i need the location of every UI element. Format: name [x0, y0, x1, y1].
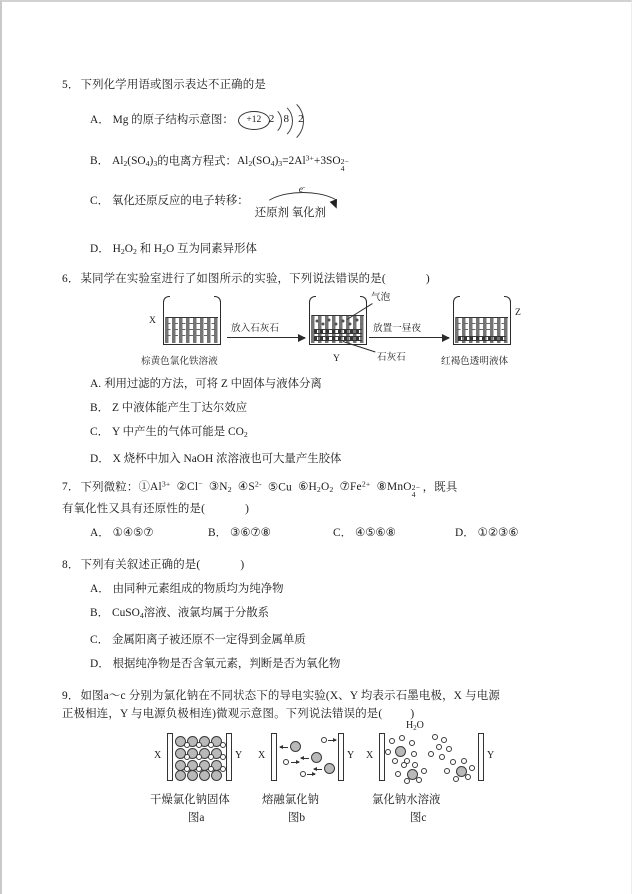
water-label: $H_2O$ — [406, 719, 424, 732]
conductivity-figures — [150, 719, 495, 827]
water-molecule — [453, 776, 459, 782]
question-5-stem-text: 下列化学用语或图示表达不正确的是 — [80, 79, 266, 91]
question-6-option-c — [90, 423, 582, 444]
page-content — [62, 76, 582, 827]
ion-motion-arrow — [280, 747, 288, 748]
particle-8: ⑧MnO 2− 4 — [376, 481, 421, 499]
water-molecule — [444, 768, 450, 774]
lattice-ion-small — [184, 754, 190, 760]
water-molecule — [432, 734, 438, 740]
q7-option-d-label: D． — [455, 526, 475, 539]
ion-motion-arrow — [307, 774, 315, 775]
beaker-y-liquid — [311, 315, 365, 343]
question-7-option-a — [90, 524, 208, 542]
question-7-option-b — [208, 524, 333, 542]
question-6-option-d — [90, 450, 582, 468]
water-molecule — [385, 749, 391, 755]
beaker-x-liquid — [165, 317, 219, 343]
figure-b-cell — [258, 733, 358, 787]
figure-c-tag: 图c — [410, 811, 427, 824]
beaker-experiment-figure — [141, 291, 557, 371]
water-molecule — [404, 778, 410, 784]
figure-c-electrode-y — [478, 733, 484, 781]
question-9-stem-line1 — [62, 687, 582, 705]
question-8-stem-tail: ) — [240, 558, 245, 571]
q8-option-b-label: B． — [90, 606, 109, 619]
beaker-y — [309, 301, 367, 345]
lattice-ion-small — [184, 742, 190, 748]
electron-label: e- — [298, 183, 306, 195]
question-8-option-a — [90, 580, 582, 598]
lattice-ion-large — [211, 770, 222, 781]
water-molecule — [450, 759, 456, 765]
figure-b-tag: 图b — [288, 811, 306, 824]
beaker-y-liquid-surface — [312, 315, 364, 316]
question-5-option-b — [90, 150, 582, 174]
q7-option-c-text: ④⑤⑥⑧ — [355, 526, 396, 539]
question-7-option-d — [455, 524, 518, 542]
lattice-ion-small — [208, 754, 214, 760]
particle-1: $①Al^{3+}$ — [138, 479, 171, 494]
oxidizing-agent-label: 氧化剂 — [291, 206, 326, 219]
question-5-option-a — [90, 100, 582, 140]
question-9-stem-line2-tail: ) — [410, 707, 415, 720]
beaker-z-caption: 红褐色透明液体 — [441, 355, 509, 367]
q8-option-b-text: CuSO$_4$溶液、液氯均属于分散系 — [112, 606, 270, 620]
question-6-number: 6． — [62, 272, 80, 285]
figure-a-electrode-y-label: Y — [235, 749, 243, 761]
question-5-number: 5． — [62, 79, 80, 91]
beaker-z-liquid-surface — [456, 317, 508, 318]
hydrated-ion-core — [395, 746, 406, 757]
lattice-ion-large — [199, 770, 210, 781]
option-b-formula-left: $Al_2(SO_4)_3$ — [112, 155, 158, 169]
question-7-options-row — [90, 524, 582, 542]
q7-option-b-label: B． — [208, 526, 227, 539]
question-6-stem-tail: ) — [425, 272, 430, 285]
mg-atom-structure-figure — [238, 100, 342, 140]
option-c-text: 氧化还原反应的电子转移： — [112, 194, 249, 207]
particle-6: $⑥H_2O_2$ — [298, 481, 334, 495]
question-8-option-c — [90, 631, 582, 649]
question-8-stem — [62, 556, 582, 574]
q7-option-c-label: C． — [333, 526, 352, 539]
question-8-stem-text: 下列有关叙述正确的是( — [80, 558, 201, 571]
water-molecule — [409, 740, 415, 746]
ion-motion-arrow — [291, 762, 299, 763]
water-molecule — [436, 744, 442, 750]
question-5-stem — [62, 76, 582, 94]
ion-motion-arrow — [314, 769, 322, 770]
transfer-endpoints — [255, 204, 326, 222]
question-8-number: 8． — [62, 558, 80, 571]
figure-b-electrode-y — [338, 733, 344, 781]
beaker-y-bubbles — [314, 318, 362, 327]
question-7-number: 7． — [62, 481, 80, 494]
particle-4: $④S^{2-}$ — [237, 479, 262, 494]
free-ion-large — [290, 741, 301, 752]
q7-option-a-text: ①④⑤⑦ — [112, 526, 154, 539]
beaker-z-solid — [458, 336, 506, 341]
figure-a-tag: 图a — [188, 811, 205, 824]
q7-option-d-text: ①②③⑥ — [477, 526, 519, 539]
option-b-label: B． — [90, 155, 109, 168]
figure-b-electrode-x — [271, 733, 277, 781]
water-molecule — [441, 737, 447, 743]
option-a-text: Mg 的原子结构示意图： — [112, 114, 234, 126]
ion-motion-arrow — [328, 740, 336, 741]
particle-5: ⑤Cu — [267, 481, 292, 494]
limestone-callout-label: 石灰石 — [377, 351, 406, 363]
figure-a-cell — [154, 733, 250, 787]
particle-7: $⑦Fe^{2+}$ — [339, 479, 371, 494]
question-5-option-d — [90, 240, 582, 261]
arrow-2-label: 放置一昼夜 — [373, 322, 421, 334]
beaker-y-limestone-grains — [314, 329, 362, 334]
option-d-label: D． — [90, 242, 110, 255]
figure-a-electrode-x-label: X — [154, 749, 162, 761]
figure-c-electrode-y-label: Y — [487, 749, 495, 761]
particle-2: ②Cl− — [176, 479, 203, 494]
question-7-stem-suffix: ，既具 — [422, 481, 458, 494]
question-7-option-c — [333, 524, 455, 542]
q8-option-c-text: 金属阳离子被还原不一定得到金属单质 — [112, 633, 306, 646]
water-molecule — [399, 735, 405, 741]
water-molecule — [428, 751, 434, 757]
q6-option-c-label: C． — [90, 425, 109, 438]
figure-c-electrode-x — [379, 733, 385, 781]
water-molecule — [461, 758, 467, 764]
arrow-2 — [369, 337, 449, 338]
beaker-x — [163, 301, 221, 345]
question-8-option-d — [90, 655, 582, 673]
q7-option-a-label: A． — [90, 526, 110, 539]
q6-option-d-text: X 烧杯中加入 NaOH 浓溶液也可大量产生胶体 — [112, 452, 342, 465]
beaker-z — [453, 301, 511, 345]
lattice-ion-small — [220, 754, 226, 760]
bubble-callout-label: 气泡 — [371, 291, 391, 303]
figure-b-electrode-y-label: Y — [347, 749, 355, 761]
water-molecule — [411, 751, 417, 757]
q6-option-a-text: 利用过滤的方法，可将 Z 中固体与液体分离 — [104, 377, 322, 390]
water-molecule — [392, 758, 398, 764]
mg-shell-electron-counts: 2 8 2 — [268, 113, 307, 125]
lattice-ion-small — [196, 754, 202, 760]
figure-b-caption: 熔融氯化钠 — [262, 793, 319, 806]
question-6-option-a — [90, 375, 582, 393]
figure-c-caption: 氯化钠水溶液 — [372, 793, 441, 806]
option-b-text: 的电离方程式： — [157, 155, 237, 168]
q6-option-b-label: B． — [90, 401, 109, 414]
water-molecule — [465, 774, 471, 780]
question-7-stem-line2-tail: ) — [245, 502, 250, 515]
option-b-equation: $Al_2(SO_4)_3=2Al^{3+}+3SO$ 2− 4 — [236, 154, 349, 173]
question-6-stem — [62, 270, 582, 288]
water-molecule — [421, 768, 427, 774]
figure-a-electrode-y — [226, 733, 232, 781]
q6-option-d-label: D． — [90, 452, 110, 465]
water-molecule — [389, 738, 395, 744]
lattice-ion-large — [175, 770, 186, 781]
q8-option-a-label: A． — [90, 582, 110, 595]
beaker-x-label: X — [149, 314, 156, 326]
electron-transfer-figure — [255, 184, 359, 218]
figure-b-electrode-x-label: X — [258, 749, 266, 761]
free-ion-small — [300, 771, 306, 777]
arrow-1 — [227, 337, 305, 338]
free-ion-large — [311, 752, 322, 763]
lattice-ion-small — [196, 742, 202, 748]
figure-c-electrode-x-label: X — [366, 749, 374, 761]
lattice-ion-small — [220, 742, 226, 748]
question-7-stem-line2-text: 有氧化性又具有还原性的是( — [62, 502, 206, 515]
question-6-stem-text: 某同学在实验室进行了如图所示的实验，下列说法错误的是( — [80, 272, 386, 285]
beaker-x-caption: 棕黄色氯化铁溶液 — [141, 355, 218, 367]
question-9-stem-line2 — [62, 705, 582, 723]
question-8-option-b — [90, 604, 582, 625]
question-6-option-b — [90, 399, 582, 417]
q8-option-d-text: 根据纯净物是否含氧元素，判断是否为氧化物 — [112, 657, 341, 670]
water-molecule — [439, 754, 445, 760]
water-molecule — [395, 771, 401, 777]
lattice-ion-small — [220, 766, 226, 772]
lattice-ion-large — [187, 770, 198, 781]
option-d-text: 互为同素异形体 — [177, 242, 257, 255]
question-9-stem-line2-text: 正极相连，Y 与电源负极相连)微观示意图。下列说法错误的是( — [62, 707, 383, 720]
water-molecule — [412, 762, 418, 768]
free-ion-small — [321, 737, 327, 743]
question-9-number: 9． — [62, 689, 80, 702]
lattice-ion-small — [208, 742, 214, 748]
figure-c-cell — [366, 719, 495, 787]
q6-option-a-label: A. — [90, 377, 102, 390]
beaker-x-liquid-surface — [166, 317, 218, 318]
beaker-y-limestone-bed — [314, 336, 362, 341]
question-9-stem-line1-text: 如图a～c 分别为氯化钠在不同状态下的导电实验(X、Y 均表示石墨电极，X 与电源 — [80, 689, 500, 702]
question-7-stem-line2 — [62, 500, 582, 518]
water-molecule — [416, 777, 422, 783]
question-7-stem-prefix: 下列微粒： — [80, 481, 139, 494]
ion-motion-arrow — [301, 758, 309, 759]
option-d-formula: $H_2O_2$ 和 $H_2O$ — [112, 242, 178, 256]
beaker-z-liquid — [455, 317, 509, 343]
beaker-y-label: Y — [333, 352, 340, 364]
water-molecule — [469, 765, 475, 771]
option-a-label: A． — [90, 114, 110, 126]
free-ion-small — [283, 759, 289, 765]
q6-option-c-text: Y 中产生的气体可能是 $CO_2$ — [112, 425, 248, 439]
water-molecule — [401, 762, 407, 768]
reducing-agent-label: 还原剂 — [254, 206, 289, 219]
free-ion-large — [324, 763, 335, 774]
figure-a-caption: 干燥氯化钠固体 — [150, 793, 230, 806]
figure-a-electrode-x — [167, 733, 173, 781]
option-c-label: C． — [90, 194, 109, 207]
q6-option-b-text: Z 中液体能产生丁达尔效应 — [112, 401, 248, 414]
q8-option-a-text: 由同种元素组成的物质均为纯净物 — [112, 582, 284, 595]
q8-option-d-label: D． — [90, 657, 110, 670]
q8-option-c-label: C． — [90, 633, 109, 646]
beaker-z-label: Z — [515, 306, 521, 318]
question-7-stem-line1 — [62, 476, 582, 500]
question-5-option-c — [90, 184, 582, 218]
arrow-1-label: 放入石灰石 — [231, 322, 279, 334]
q7-option-b-text: ③⑥⑦⑧ — [230, 526, 271, 539]
water-molecule — [446, 746, 452, 752]
particle-3: $③N_2$ — [208, 481, 232, 495]
mg-nucleus-charge: +12 — [238, 111, 270, 130]
